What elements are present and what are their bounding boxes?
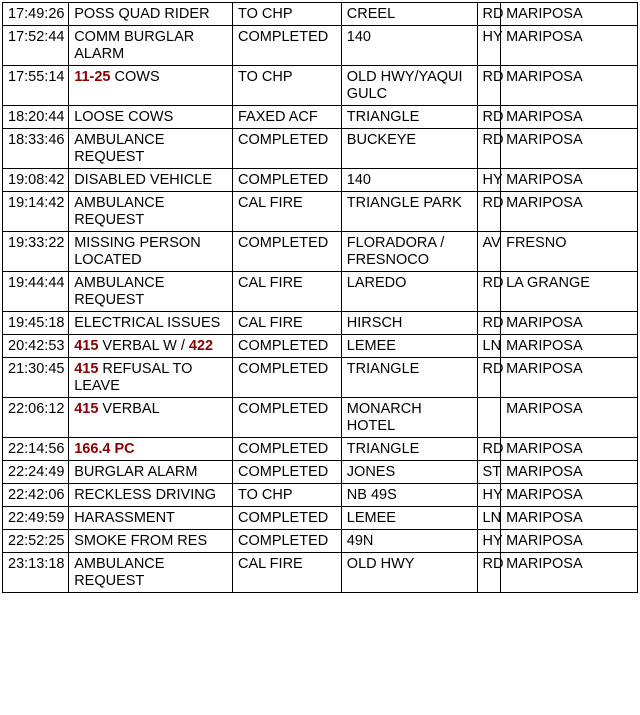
cell-time: 22:06:12 <box>3 398 69 438</box>
table-row <box>3 484 638 507</box>
cell-street-type: RD <box>477 192 501 232</box>
cell-time: 19:14:42 <box>3 192 69 232</box>
table-row <box>3 129 638 169</box>
cell-street-type: RD <box>477 106 501 129</box>
cell-city: MARIPOSA <box>501 553 638 593</box>
cell-disposition: COMPLETED <box>232 358 341 398</box>
cell-city: MARIPOSA <box>501 507 638 530</box>
cell-time: 17:49:26 <box>3 3 69 26</box>
cell-city: MARIPOSA <box>501 530 638 553</box>
cell-city: LA GRANGE <box>501 272 638 312</box>
cell-location: MONARCH HOTEL <box>341 398 477 438</box>
cell-street-type: LN <box>477 507 501 530</box>
call-text: ELECTRICAL ISSUES <box>74 315 221 331</box>
cell-call-type <box>69 461 233 484</box>
table-row <box>3 169 638 192</box>
cell-disposition: COMPLETED <box>232 232 341 272</box>
cell-city: MARIPOSA <box>501 106 638 129</box>
cell-time: 17:55:14 <box>3 66 69 106</box>
call-text: RECKLESS DRIVING <box>74 487 217 503</box>
cell-call-type <box>69 335 233 358</box>
cell-city: MARIPOSA <box>501 66 638 106</box>
cell-time: 20:42:53 <box>3 335 69 358</box>
cell-city: MARIPOSA <box>501 26 638 66</box>
cell-street-type: HY <box>477 169 501 192</box>
call-text: MISSING PERSON LOCATED <box>74 235 201 268</box>
cell-disposition: COMPLETED <box>232 169 341 192</box>
cell-street-type: HY <box>477 484 501 507</box>
cell-location: JONES <box>341 461 477 484</box>
cell-disposition: COMPLETED <box>232 335 341 358</box>
penal-code: 415 <box>74 361 99 377</box>
cell-city: MARIPOSA <box>501 438 638 461</box>
call-text: SMOKE FROM RES <box>74 533 208 549</box>
cell-city: FRESNO <box>501 232 638 272</box>
cell-city: MARIPOSA <box>501 312 638 335</box>
cell-location: BUCKEYE <box>341 129 477 169</box>
incident-log-table <box>2 2 638 593</box>
table-row <box>3 272 638 312</box>
call-text: AMBULANCE REQUEST <box>74 556 165 589</box>
cell-disposition: CAL FIRE <box>232 272 341 312</box>
table-row <box>3 461 638 484</box>
call-text: DISABLED VEHICLE <box>74 172 212 188</box>
cell-street-type: LN <box>477 335 501 358</box>
cell-disposition: COMPLETED <box>232 530 341 553</box>
cell-disposition: COMPLETED <box>232 507 341 530</box>
cell-disposition: COMPLETED <box>232 129 341 169</box>
cell-location: LEMEE <box>341 335 477 358</box>
cell-call-type <box>69 192 233 232</box>
call-text: LOOSE COWS <box>74 109 174 125</box>
cell-disposition: TO CHP <box>232 3 341 26</box>
call-text: COMM BURGLAR ALARM <box>74 29 195 62</box>
call-text: BURGLAR ALARM <box>74 464 198 480</box>
cell-street-type: AV <box>477 232 501 272</box>
cell-city: MARIPOSA <box>501 335 638 358</box>
call-text: VERBAL W / <box>98 338 189 354</box>
table-row <box>3 192 638 232</box>
cell-time: 22:42:06 <box>3 484 69 507</box>
cell-location: TRIANGLE <box>341 106 477 129</box>
cell-street-type: HY <box>477 530 501 553</box>
cell-city: MARIPOSA <box>501 169 638 192</box>
call-text: POSS QUAD RIDER <box>74 6 210 22</box>
call-text: REFUSAL TO LEAVE <box>74 361 193 394</box>
table-row <box>3 553 638 593</box>
cell-call-type <box>69 507 233 530</box>
cell-city: MARIPOSA <box>501 358 638 398</box>
table-row <box>3 358 638 398</box>
cell-call-type <box>69 553 233 593</box>
cell-street-type: RD <box>477 553 501 593</box>
table-row <box>3 26 638 66</box>
call-text: AMBULANCE REQUEST <box>74 132 165 165</box>
call-text: AMBULANCE REQUEST <box>74 275 165 308</box>
table-row <box>3 3 638 26</box>
penal-code: 11-25 <box>74 69 111 85</box>
penal-code: 415 <box>74 401 99 417</box>
cell-disposition: COMPLETED <box>232 438 341 461</box>
call-text: AMBULANCE REQUEST <box>74 195 165 228</box>
cell-call-type <box>69 3 233 26</box>
cell-call-type <box>69 106 233 129</box>
cell-time: 22:14:56 <box>3 438 69 461</box>
penal-code: 422 <box>188 338 214 354</box>
cell-city: MARIPOSA <box>501 484 638 507</box>
cell-street-type: RD <box>477 438 501 461</box>
cell-street-type: ST <box>477 461 501 484</box>
cell-location: TRIANGLE PARK <box>341 192 477 232</box>
table-row <box>3 438 638 461</box>
cell-city: MARIPOSA <box>501 398 638 438</box>
cell-call-type <box>69 398 233 438</box>
cell-call-type <box>69 438 233 461</box>
incident-log-body <box>3 3 638 593</box>
cell-location: OLD HWY/YAQUI GULC <box>341 66 477 106</box>
cell-location: OLD HWY <box>341 553 477 593</box>
cell-time: 18:33:46 <box>3 129 69 169</box>
cell-call-type <box>69 530 233 553</box>
call-text: VERBAL <box>98 401 160 417</box>
table-row <box>3 530 638 553</box>
cell-call-type <box>69 232 233 272</box>
table-row <box>3 398 638 438</box>
cell-disposition: TO CHP <box>232 66 341 106</box>
cell-call-type <box>69 484 233 507</box>
cell-time: 19:45:18 <box>3 312 69 335</box>
call-text: COWS <box>110 69 160 85</box>
cell-disposition: TO CHP <box>232 484 341 507</box>
cell-call-type <box>69 272 233 312</box>
cell-time: 22:24:49 <box>3 461 69 484</box>
table-row <box>3 335 638 358</box>
table-row <box>3 232 638 272</box>
cell-time: 22:52:25 <box>3 530 69 553</box>
cell-disposition: CAL FIRE <box>232 312 341 335</box>
penal-code: 166.4 PC <box>74 441 135 457</box>
cell-call-type <box>69 312 233 335</box>
cell-disposition: COMPLETED <box>232 461 341 484</box>
cell-city: MARIPOSA <box>501 461 638 484</box>
cell-street-type: RD <box>477 312 501 335</box>
cell-disposition: CAL FIRE <box>232 192 341 232</box>
cell-disposition: FAXED ACF <box>232 106 341 129</box>
cell-time: 22:49:59 <box>3 507 69 530</box>
cell-city: MARIPOSA <box>501 3 638 26</box>
cell-disposition: COMPLETED <box>232 26 341 66</box>
cell-street-type: HY <box>477 26 501 66</box>
cell-location: NB 49S <box>341 484 477 507</box>
cell-location: FLORADORA / FRESNOCO <box>341 232 477 272</box>
cell-time: 19:08:42 <box>3 169 69 192</box>
cell-call-type <box>69 66 233 106</box>
cell-street-type: RD <box>477 129 501 169</box>
cell-time: 18:20:44 <box>3 106 69 129</box>
cell-time: 19:44:44 <box>3 272 69 312</box>
cell-time: 21:30:45 <box>3 358 69 398</box>
table-row <box>3 66 638 106</box>
cell-street-type: RD <box>477 66 501 106</box>
table-row <box>3 312 638 335</box>
cell-location: HIRSCH <box>341 312 477 335</box>
cell-location: TRIANGLE <box>341 358 477 398</box>
cell-disposition: COMPLETED <box>232 398 341 438</box>
cell-street-type: RD <box>477 3 501 26</box>
cell-time: 23:13:18 <box>3 553 69 593</box>
cell-call-type <box>69 26 233 66</box>
cell-disposition: CAL FIRE <box>232 553 341 593</box>
cell-street-type: RD <box>477 272 501 312</box>
penal-code: 415 <box>74 338 99 354</box>
cell-location: LAREDO <box>341 272 477 312</box>
table-row <box>3 106 638 129</box>
cell-location: 140 <box>341 169 477 192</box>
cell-location: 140 <box>341 26 477 66</box>
cell-time: 19:33:22 <box>3 232 69 272</box>
cell-location: LEMEE <box>341 507 477 530</box>
cell-call-type <box>69 129 233 169</box>
cell-location: TRIANGLE <box>341 438 477 461</box>
cell-city: MARIPOSA <box>501 129 638 169</box>
call-text: HARASSMENT <box>74 510 175 526</box>
cell-location: CREEL <box>341 3 477 26</box>
cell-call-type <box>69 358 233 398</box>
cell-city: MARIPOSA <box>501 192 638 232</box>
cell-street-type <box>477 398 501 438</box>
table-row <box>3 507 638 530</box>
cell-street-type: RD <box>477 358 501 398</box>
cell-call-type <box>69 169 233 192</box>
cell-time: 17:52:44 <box>3 26 69 66</box>
cell-location: 49N <box>341 530 477 553</box>
